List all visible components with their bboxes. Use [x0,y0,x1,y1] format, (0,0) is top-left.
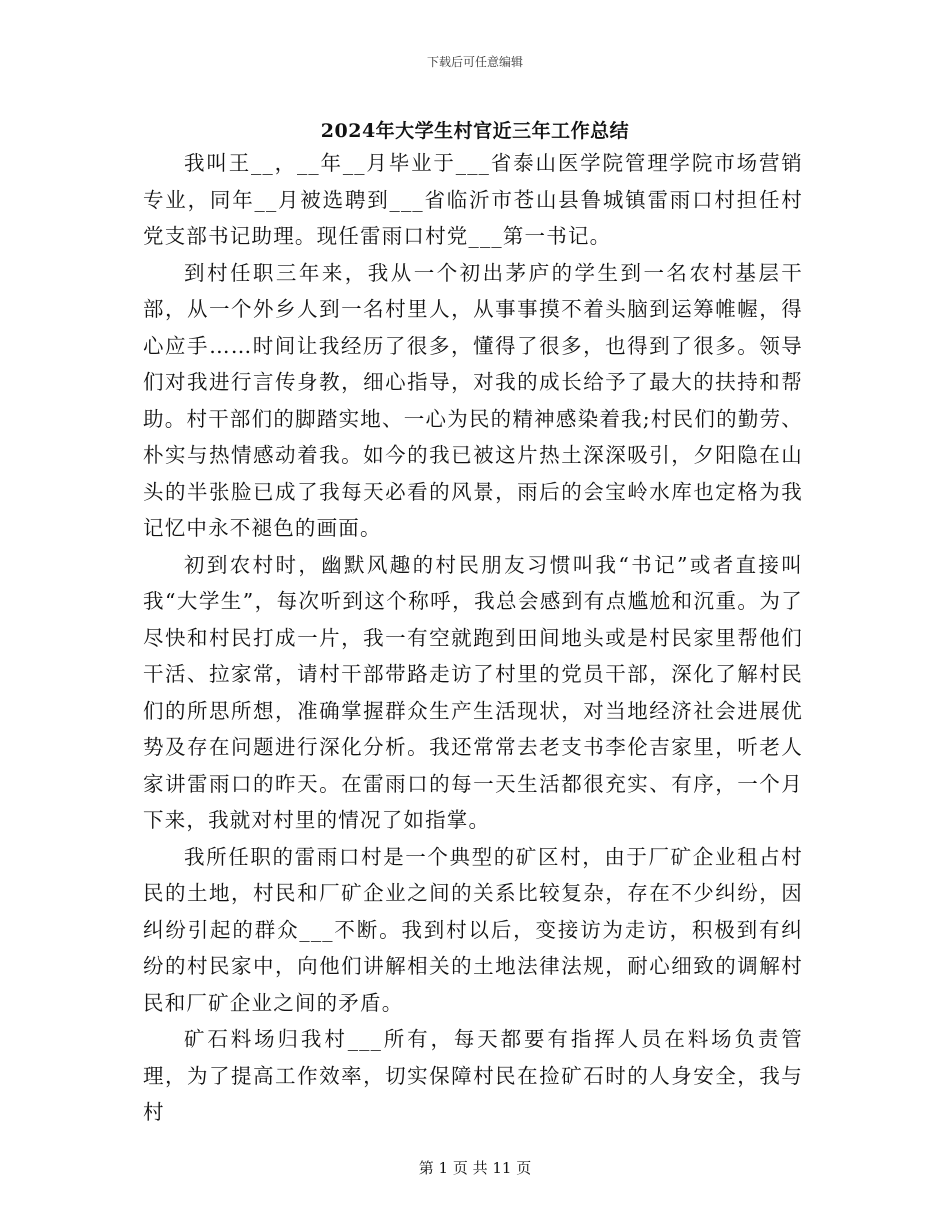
document-title: 2024年大学生村官近三年工作总结 [320,120,630,142]
paragraph: 到村任职三年来，我从一个初出茅庐的学生到一名农村基层干部，从一个外乡人到一名村里人，从事事摸不着头脑到运筹帷幄，得心应手……时间让我经历了很多，懂得了很多，也得到了很多。领导们对我进行言传身教，细心指导，对我的成长给予了最大的扶持和帮助。村干部们的脚踏实地、一心为民的精神感染着我;村民们的勤劳、朴实与热情感动着我。如今的我已被这片热土深深吸引，夕阳隐在山头的半张脸已成了我每天必看的风景，雨后的会宝岭水库也定格为我记忆中永不褪色的画面。 [143,260,803,540]
paragraph: 初到农村时，幽默风趣的村民朋友习惯叫我“书记”或者直接叫我“大学生”，每次听到这个称呼，我总会感到有点尴尬和沉重。为了尽快和村民打成一片，我一有空就跑到田间地头或是村民家里帮他们干活、拉家常，请村干部带路走访了村里的党员干部，深化了解村民们的所思所想，准确掌握群众生产生活现状，对当地经济社会进展优势及存在问题进行深化分析。我还常常去老支书李伦吉家里，听老人家讲雷雨口的昨天。在雷雨口的每一天生活都很充实、有序，一个月下来，我就对村里的情况了如指掌。 [143,552,803,832]
paragraph: 我所任职的雷雨口村是一个典型的矿区村，由于厂矿企业租占村民的土地，村民和厂矿企业之间的关系比较复杂，存在不少纠纷，因纠纷引起的群众___不断。我到村以后，变接访为走访，积极到有纠纷的村民家中，向他们讲解相关的土地法律法规，耐心细致的调解村民和厂矿企业之间的矛盾。 [143,844,803,1015]
paragraph: 我叫王__，__年__月毕业于___省泰山医学院管理学院市场营销专业，同年__月被选聘到___省临沂市苍山县鲁城镇雷雨口村担任村党支部书记助理。现任雷雨口村党___第一书记。 [143,151,803,248]
paragraph: 矿石料场归我村___所有，每天都要有指挥人员在料场负责管理，为了提高工作效率，切实保障村民在捡矿石时的人身安全，我与村 [143,1027,803,1124]
page-footer: 第 1 页 共 11 页 [418,1159,532,1177]
document-body [143,145,803,1131]
header-note: 下载后可任意编辑 [426,55,523,69]
